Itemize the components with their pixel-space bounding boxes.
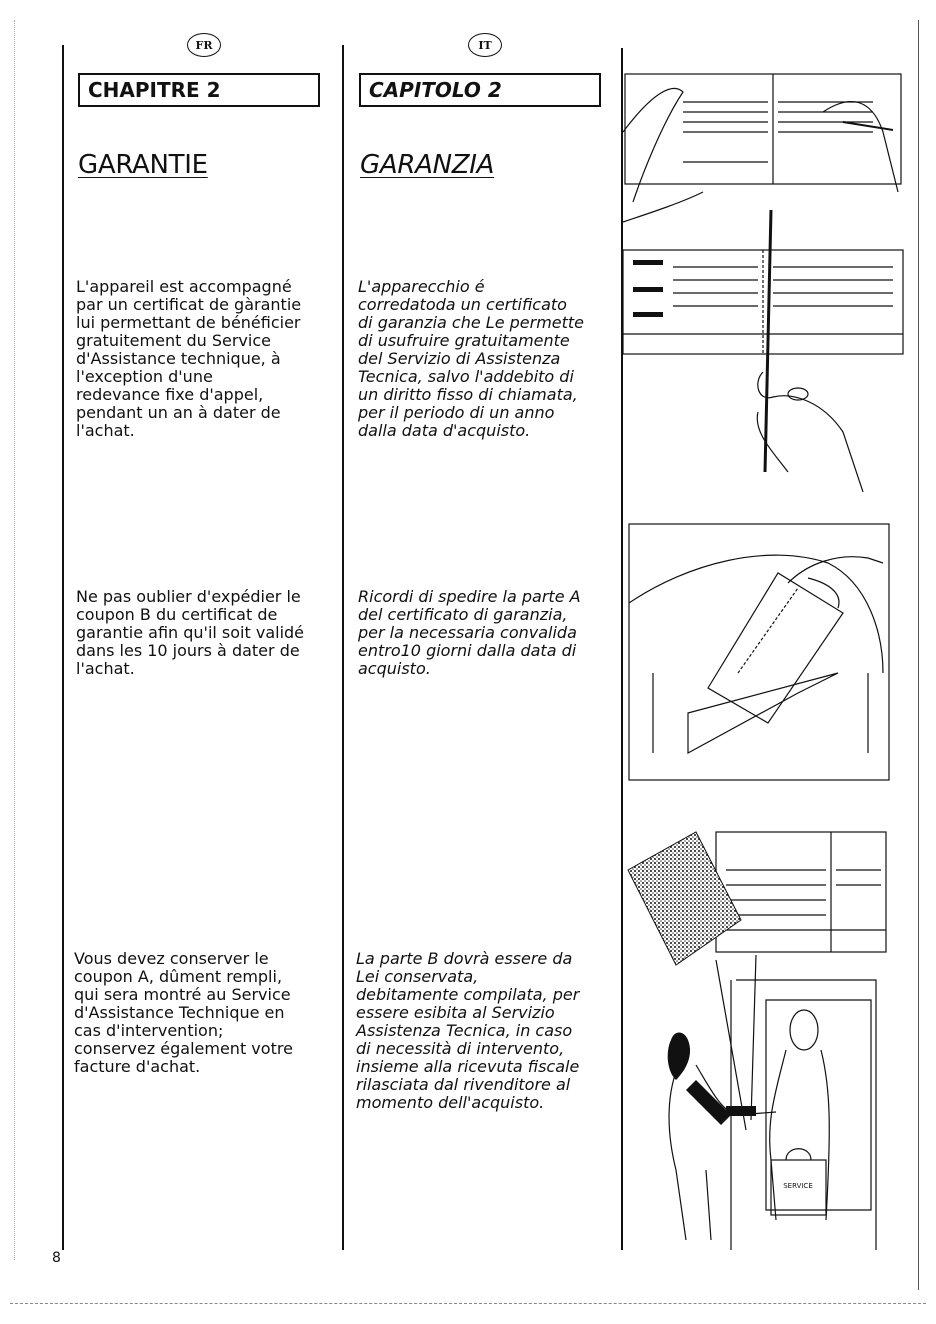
fr-paragraph-2: Ne pas oublier d'expédier le coupon B du certificat de garantie afin qu'il soit validé dans les 10 jours à dater de l'achat. <box>76 587 305 678</box>
service-bag-label: SERVICE <box>783 1182 813 1190</box>
margin-dots <box>14 20 16 1260</box>
column-rule-left <box>62 45 64 1250</box>
technician-handover-illustration <box>626 830 890 1250</box>
bottom-dashed-rule <box>10 1303 926 1305</box>
fr-flag-badge: FR <box>187 33 221 57</box>
column-rule-middle <box>342 45 344 1250</box>
halftone-certificate-shape <box>628 832 741 965</box>
it-paragraph-2: Ricordi di spedire la parte A del certificato di garanzia, per la necessaria convalida entro10 giorni dalla data di acquisto. <box>358 587 581 678</box>
fr-chapter-box: CHAPITRE 2 <box>78 73 320 107</box>
mailing-coupon-illustration <box>628 523 892 783</box>
page-edge-rule <box>918 20 919 1290</box>
fr-paragraph-1: L'appareil est accompagné par un certificat de gàrantie lui permettant de bénéficier gratuitement du Service d'Assistance technique, à l'exception d'une redevance fixe d'appel, pendant un an à dater de l'achat. <box>76 277 302 440</box>
woman-hair-shape <box>668 1033 690 1081</box>
it-flag-badge: IT <box>468 33 502 57</box>
fr-title: GARANTIE <box>78 150 208 180</box>
it-title: GARANZIA <box>360 150 495 180</box>
it-chapter-box: CAPITOLO 2 <box>359 73 601 107</box>
it-paragraph-1: L'apparecchio é corredatoda un certificato di garanzia che Le permette di usufruire gratuitamente del Servizio di Assistenza Tecnica, salvo l'addebito di un diritto fisso di chiamata, per il periodo di un anno dalla data d'acquisto. <box>358 277 585 440</box>
it-paragraph-3: La parte B dovrà essere da Lei conservata, debitamente compilata, per essere esibita al Servizio Assistenza Tecnica, in caso di necessità di intervento, insieme alla ricevuta fiscale rilasciata dal rivenditore al momento dell'acquisto. <box>356 949 580 1112</box>
certificate-cutting-illustration <box>623 72 905 492</box>
page-number: 8 <box>52 1250 61 1266</box>
fr-paragraph-3: Vous devez conserver le coupon A, dûment rempli, qui sera montré au Service d'Assistance Technique en cas d'intervention; conservez également votre facture d'achat. <box>74 949 293 1076</box>
